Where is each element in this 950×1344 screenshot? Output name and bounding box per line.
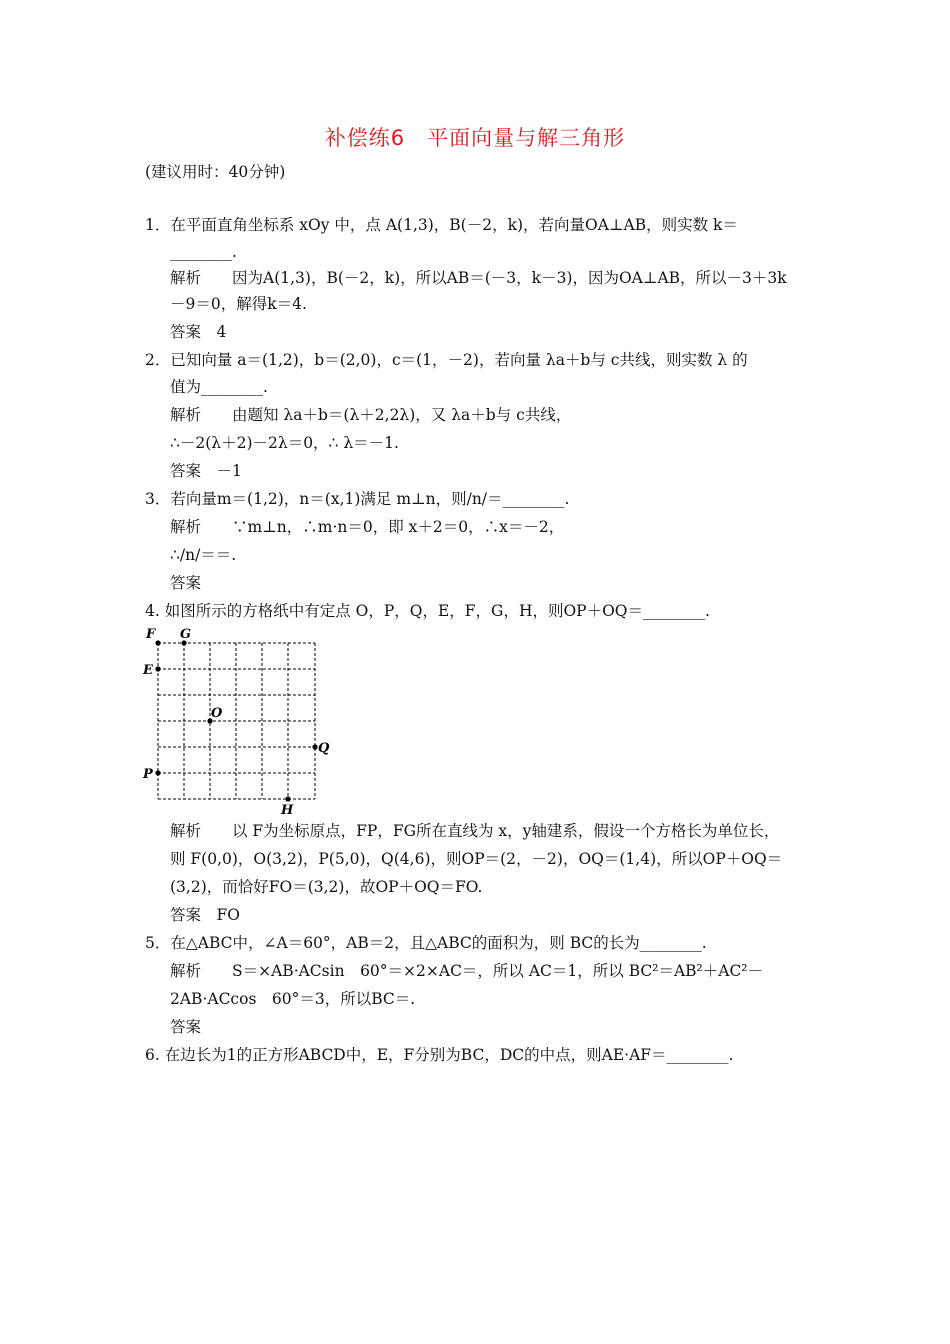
problem-1-blank: ________. [170,243,237,261]
problem-4: 4. 如图所示的方格纸中有定点 O，P，Q，E，F，G，H，则OP＋OQ＝________. [145,602,710,620]
point-e [155,666,160,671]
label-h: H [281,803,294,818]
point-p [155,770,160,775]
problem-5-solution-cont: 2AB·ACcos 60°＝3，所以BC＝. [170,990,416,1008]
problem-1: 1．在平面直角坐标系 xOy 中，点 A(1,3)，B(－2，k)，若向量OA⊥AB，则实数 k＝ [145,216,738,234]
problem-5: 5．在△ABC中，∠A＝60°，AB＝2，且△ABC的面积为，则 BC的长为________. [145,934,707,952]
point-f [155,640,160,645]
label-e: E [143,663,153,678]
problem-4-answer: 答案 FO [170,906,240,924]
point-h [285,796,290,801]
problem-5-solution: 解析 S＝×AB·ACsin 60°＝×2×AC＝，所以 AC＝1，所以 BC²＝AB²＋AC²－ [170,962,764,980]
point-q [312,744,317,749]
label-g: G [180,627,192,642]
page-title: 补偿练6 平面向量与解三角形 [324,126,626,150]
time-note: (建议用时：40分钟) [145,163,286,181]
problem-2-cont: 值为________. [170,378,268,396]
problem-1-solution-cont: －9＝0，解得k＝4. [170,295,307,313]
problem-3-answer: 答案 [170,574,202,592]
label-f: F [146,627,156,642]
problem-3-solution: 解析 ∵m⊥n，∴m·n＝0，即 x＋2＝0，∴x＝－2， [170,518,565,536]
problem-2-answer: 答案 －1 [170,462,242,480]
label-p: P [143,767,153,782]
problem-3-solution-cont: ∴/n/＝＝. [170,546,237,564]
problem-5-answer: 答案 [170,1018,202,1036]
problem-4-solution-cont: 则 F(0,0)，O(3,2)，P(5,0)，Q(4,6)，则OP＝(2，－2)，OQ＝(1,4)，所以OP＋OQ＝ [170,850,783,868]
problem-2: 2．已知向量 a＝(1,2)，b＝(2,0)，c＝(1，－2)，若向量 λa＋b与 c共线，则实数 λ 的 [145,351,748,369]
label-q: Q [318,741,330,756]
label-o: O [211,706,223,721]
problem-1-answer: 答案 4 [170,323,227,341]
problem-4-solution-cont2: (3,2)，而恰好FO＝(3,2)，故OP＋OQ＝FO. [170,878,483,896]
problem-1-solution: 解析 因为A(1,3)，B(－2，k)，所以AB＝(－3，k－3)，因为OA⊥AB，所以－3＋3k [170,269,787,287]
grid-figure [140,624,340,820]
problem-6: 6. 在边长为1的正方形ABCD中，E，F分别为BC，DC的中点，则AE·AF＝________. [145,1046,734,1064]
problem-4-solution: 解析 以 F为坐标原点，FP，FG所在直线为 x，y轴建系，假设一个方格长为单位长， [170,822,780,840]
problem-2-solution: 解析 由题知 λa＋b＝(λ＋2,2λ)，又 λa＋b与 c共线， [170,406,572,424]
problem-3: 3．若向量m＝(1,2)，n＝(x,1)满足 m⊥n，则/n/＝________. [145,490,570,508]
problem-2-solution-cont: ∴－2(λ＋2)－2λ＝0，∴ λ＝－1. [170,434,399,452]
